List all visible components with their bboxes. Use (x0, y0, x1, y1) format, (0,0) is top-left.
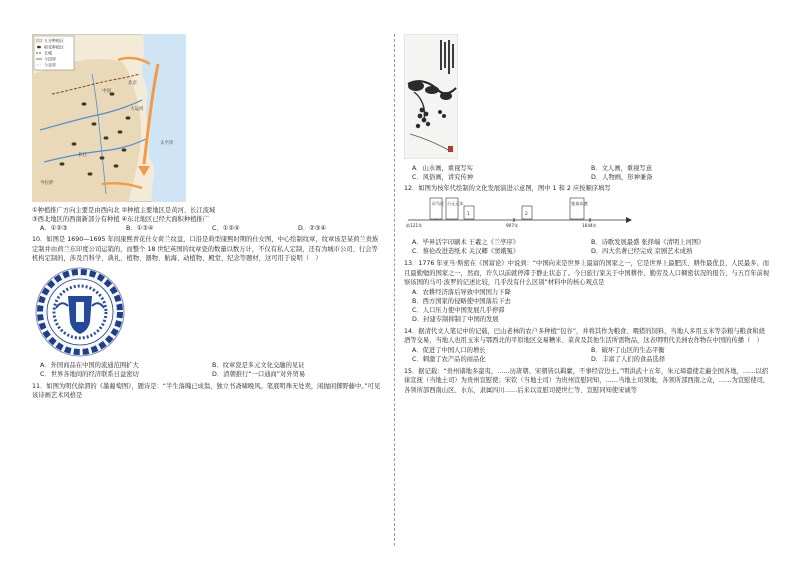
q12-option-b[interactable]: B．诗歌发展最盛 张择端《清明上河图》 (591, 239, 705, 246)
timeline-label: 2 (525, 211, 528, 216)
q10-options-row (32, 361, 384, 370)
legend-item: 今省界 (44, 62, 56, 68)
legend-item: 棉花种植区 (44, 44, 64, 50)
q9-options (32, 224, 384, 233)
q11-option-b[interactable]: B．文人画，重视写意 (591, 165, 652, 172)
q14-option-c[interactable]: C．刺激了农产品的商品化 (412, 355, 486, 363)
map-label: 长江 (78, 153, 87, 158)
timeline-label: 司马迁 (431, 201, 445, 206)
q10-option-b[interactable]: B．纹章瓷是多元文化交融的见证 (212, 361, 305, 369)
q10-option-c[interactable]: C．世界各地间的经济联系日益密切 (40, 370, 139, 378)
q11-option-c[interactable]: C．风俗画，讲究传神 (412, 174, 474, 181)
painting-svg (404, 34, 458, 159)
q12-option-d[interactable]: D．四大名著已经完成 京剧艺术成熟 (591, 248, 693, 255)
q13-option-a[interactable]: A．农耕经济落后导致中国国力下降 (412, 288, 511, 296)
q14-options-row (404, 346, 770, 355)
timeline-label: 1 (467, 211, 470, 216)
q14-stem: 14．据清代文人笔记中的记载，巴山老林的农户多种植“包谷”，并将其作为粮食、喂猪的饲料，当地人多用玉米等杂粮与粮食和烧酒等交易，当地人也用玉米与鄂西北的平原地区交易糟米、菜黄及其他生活所需物品，这表明明代美洲农作物在中国的传播（ ） (404, 327, 765, 344)
q14-option-b[interactable]: B．破坏了山区的生态平衡 (591, 346, 665, 354)
q13-option-b[interactable]: B．西方国家的侵略使中国落后下去 (412, 297, 511, 305)
q9-option-b[interactable]: B．①③④ (126, 225, 154, 232)
q13-option-d[interactable]: D．封建专制抑制了中国的发展 (412, 315, 499, 323)
q13-option-c[interactable]: C．人口压力使中国发展几乎停滞 (412, 306, 505, 314)
timeline-label: 前121年 (406, 223, 423, 228)
q12-option-c[interactable]: C．蔡伦改进造纸术 关汉卿《窦娥冤》 (412, 248, 520, 255)
q11-stem: 11．如图为明代徐渭的《墨葡萄图》，题诗是：“半生落魄已成翁，独立书斋啸晚风。笔底明珠无处卖，闲抛闲掷野藤中。”可见该诗画艺术风格是 (32, 382, 381, 399)
timeline-label: 1644年 (582, 223, 597, 228)
q11-option-d[interactable]: D．人物画，形神兼备 (591, 174, 653, 181)
q9-statements-line: ③西北地区的西南新部分有种植 ④东北地区已经大面积种植推广 (32, 216, 210, 223)
map-label: 今拉萨 (40, 181, 54, 186)
grape-painting-image (404, 34, 458, 159)
q9-option-c[interactable]: C．①②④ (212, 225, 240, 232)
q15-stem: 15．据记载：“贵州诸地多蛮夷，……历唐朝、宋朝皆以羁縻，不事经营边土。”明洪武十五年，朱元璋遣使走遍全国各地，……以招徕宣抚（当地土司）为贵州宣慰使；宋钦（当地土司）为贵州宣慰同知，……当地土司领地，各领所部西南之众，……为宣慰使司，各领所部西南山区、水东，隶属四川……后来以宣慰司使世仁等、宣慰同知使宋诚等 (404, 367, 770, 394)
legend-item: 今国界 (44, 56, 56, 62)
timeline-label: 鉴真东渡 (571, 201, 588, 206)
legend-item: 五谷种植区 (44, 38, 64, 43)
q12-options-row (404, 238, 770, 247)
q10-options-row (32, 370, 384, 379)
right-column (404, 34, 770, 395)
q14-option-d[interactable]: D．丰富了人们的食品选择 (591, 355, 666, 363)
kangxi-plate-image (34, 266, 126, 358)
q14-option-a[interactable]: A．促进了中国人口的增长 (412, 346, 486, 354)
map-svg (32, 34, 186, 202)
timeline-label: 907年 (506, 223, 519, 228)
q11-options-row (404, 173, 770, 182)
q13-stem: 13．1776 年亚当·斯密在《国富论》中说到：“中国向来是世界上最富的国家之一，它是世界上最肥沃、耕作最优良、人民最多、而且最勤勉的国家之一，然而，许久以前就停滞于静止状态了。今日旅行家关于中国耕作、勤劳及人口稠密状况的报告，与五百年前视察该国的马可·波罗的记述比较，几乎没有什么区别”材料中的核心观点是 (404, 260, 770, 286)
map-label: 太平洋 (160, 141, 174, 146)
cotton-distribution-map (32, 34, 186, 202)
timeline-label: 公元元年 (447, 201, 464, 206)
plate-svg (34, 266, 126, 358)
q12-options-row (404, 247, 770, 256)
q9-option-d[interactable]: D．②③④ (298, 225, 327, 232)
legend-item: 长城 (44, 50, 52, 56)
q9-option-a[interactable]: A．①②③ (40, 225, 68, 232)
exam-page (24, 34, 774, 544)
culture-timeline (404, 196, 634, 234)
column-divider (394, 34, 395, 546)
map-label: 北京 (128, 81, 137, 86)
left-column (32, 34, 384, 401)
q12-stem: 12．如图为按年代绘制的文化发展演进示意图，图中 1 和 2 应按顺序填写 (404, 185, 611, 192)
map-label: 中国 (102, 89, 111, 94)
q10-option-d[interactable]: D．清朝推行“一口通商”对外贸易 (212, 370, 306, 378)
q10-stem: 10．如图是 1690—1695 年间康熙青花仕女荷兰纹盘，口沿是典型康熙时期的仕女图，中心绘制纹章，纹章该是某荷兰贵族定制并由荷兰东印度公司运销的，而整个 18 世纪英国的纹章瓷的数量以数万计，不仅有私人定制，还有为城市公司、行会等机构定制的，涉及百科学、典礼、植物、器物、航海、动植物、殿堂、纪念等题材，这可用于说明（ ） (32, 236, 379, 262)
q10-option-a[interactable]: A．外国商品在中国的流通范围扩大 (40, 361, 139, 369)
q9-statements-line: ①种植推广方向主要是由西向北 ②种植主要地区是黄河、长江流域 (32, 207, 216, 214)
q14-options-row (404, 355, 770, 364)
q12-option-a[interactable]: A．毕昇活字印刷术 王羲之《兰亭序》 (412, 239, 520, 246)
q11-options-row (404, 164, 770, 173)
q11-option-a[interactable]: A．山水画，重视写实 (412, 165, 473, 172)
timeline-svg (404, 196, 634, 234)
map-label: 大运河 (130, 107, 144, 112)
